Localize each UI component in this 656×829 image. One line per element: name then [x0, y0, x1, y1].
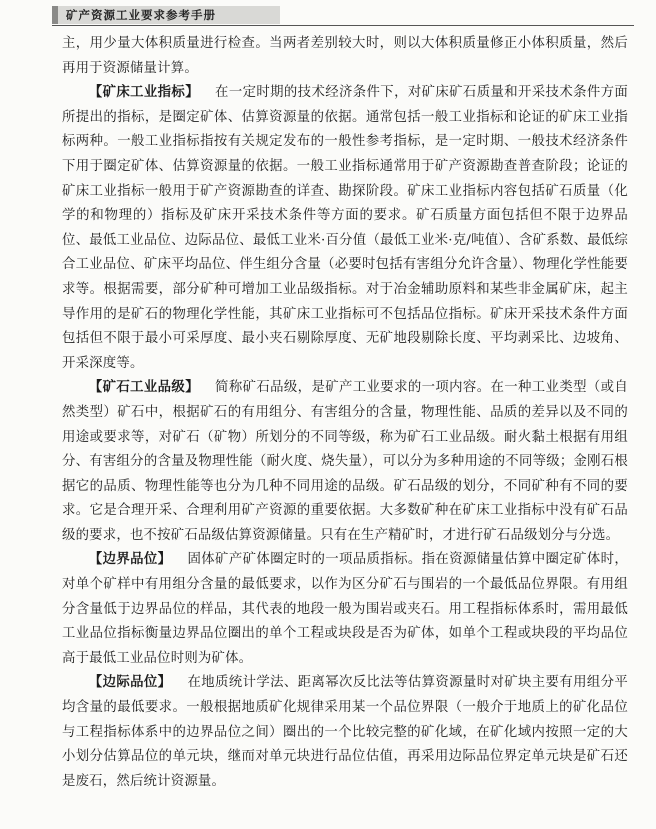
entry-text: 在地质统计学法、距离幂次反比法等估算资源量时对矿块主要有用组分平均含量的最低要求。一般根据地质矿化规律采用某一个品位界限（一般介于地质上的矿化品位与工程指标体系中的边界品位之间）圈出的一个比较完整的矿化域，在矿化域内按照一定的大小划分估算品位的单元块，继而对单元块进行品位估值，再采用边际品位界定单元块是矿石还是废石，然后统计资源量。 [62, 675, 629, 789]
entry-marginal-grade [62, 671, 628, 794]
entry-text: 简称矿石品级，是矿产工业要求的一项内容。在一种工业类型（或自然类型）矿石中，根据矿石的有用组分、有害组分的含量，物理性能、品质的差异以及不同的用途或要求等，对矿石（矿物）所划分的不同等级，称为矿石工业品级。耐火黏土根据有用组分、有害组分的含量及物理性能（耐火度、烧失量），可以分为多种用途的不同等级；金刚石根据它的品质、物理性能等也分为几种不同用途的品级。矿石品级的划分，不同矿种有不同的要求。它是合理开采、合理利用矿产资源的重要依据。大多数矿种在矿床工业指标中没有矿石品级的要求，也不按矿石品级估算资源储量。只有在生产精矿时，才进行矿石品级划分与分选。 [62, 380, 628, 543]
entry-term: 【矿床工业指标】 [88, 85, 199, 101]
running-header-title: 矿产资源工业要求参考手册 [66, 8, 216, 22]
entry-cutoff-grade [62, 548, 628, 671]
entry-term: 【矿石工业品级】 [88, 380, 199, 396]
entry-text: 在一定时期的技术经济条件下，对矿床矿石质量和开采技术条件方面所提出的指标，是圈定矿体、估算资源量的依据。通常包括一般工业指标和论证的矿床工业指标两种。一般工业指标指按有关规定发布的一般性参考指标，是一定时期、一般技术经济条件下用于圈定矿体、估算资源量的依据。一般工业指标通常用于矿产资源勘查普查阶段；论证的矿床工业指标一般用于矿产资源勘查的详查、勘探阶段。矿床工业指标内容包括矿石质量（化学的和物理的）指标及矿床开采技术条件等方面的要求。矿石质量方面包括但不限于边界品位、最低工业品位、边际品位、最低工业米·百分值（最低工业米·克/吨值）、含矿系数、最低综合工业品位、矿床平均品位、伴生组分含量（必要时包括有害组分允许含量）、物理化学性能要求等。根据需要，部分矿种可增加工业品级指标。对于冶金辅助原料和某些非金属矿床，起主导作用的是矿石的物理化学性能，其矿床工业指标可不包括品位指标。矿床开采技术条件方面包括但不限于最小可采厚度、最小夹石剔除厚度、无矿地段剔除长度、平均剥采比、边坡角、开采深度等。 [62, 85, 628, 371]
entry-term: 【边界品位】 [88, 552, 172, 568]
paragraph-continued [62, 32, 628, 81]
paragraph-text: 主，用少量大体积质量进行检查。当两者差别较大时，则以大体积质量修正小体积质量，然后再用于资源储量计算。 [62, 36, 628, 76]
entry-text: 固体矿产矿体圈定时的一项品质指标。指在资源储量估算中圈定矿体时，对单个矿样中有用组分含量的最低要求，以作为区分矿石与围岩的一个最低品位界限。有用组分含量低于边界品位的样品，其代表的地段一般为围岩或夹石。用工程指标体系时，需用最低工业品位指标衡量边界品位圈出的单个工程或块段是否为矿体，如单个工程或块段的平均品位高于最低工业品位时则为矿体。 [62, 552, 629, 666]
page-body [62, 32, 628, 794]
header-divider [52, 25, 634, 26]
entry-ore-industrial-grade [62, 376, 628, 548]
running-header [52, 6, 280, 24]
entry-deposit-industrial-indicators [62, 81, 628, 376]
entry-term: 【边际品位】 [88, 675, 172, 691]
